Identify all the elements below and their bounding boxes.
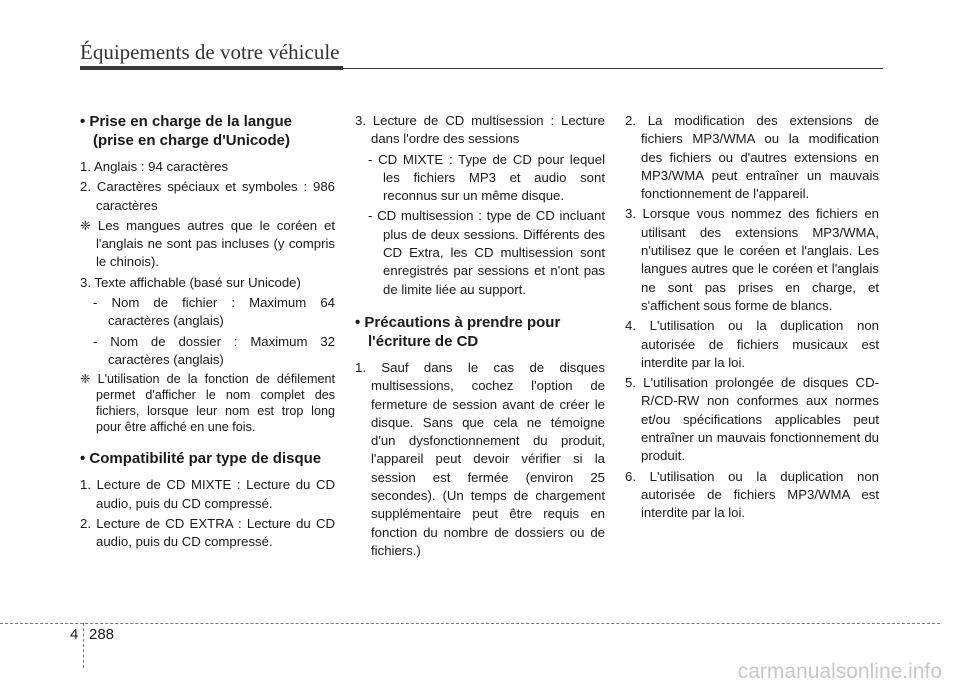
page-number: 288	[89, 626, 115, 643]
sub-item: - CD MIXTE : Type de CD pour lequel les fichiers MP3 et audio sont reconnus sur un même disque.	[368, 151, 605, 204]
list-item: 2. La modification des extensions de fichiers MP3/WMA ou la modification des fichiers ou d'autres extensions en MP3/WMA peut entraîner un mauvais fonctionnement de l'appareil.	[625, 113, 879, 202]
header-rule	[80, 66, 343, 70]
chapter-number: 4	[70, 626, 79, 643]
sub-item: - Nom de dossier : Maximum 32 caractères (anglais)	[93, 333, 335, 367]
list-item: 1. Sauf dans le cas de disques multisessions, cochez l'option de fermeture de session avant de créer le disque. Sans que cela ne témoigne d'un dysfonctionnement du produit, l'appareil peut devoir vérifier si la session est fermée (environ 25 secondes). (Un temps de chargement supplémentaire peut être requis en fonction du nombre de dossiers ou de fichiers.)	[355, 359, 605, 558]
list-item: 3. Lorsque vous nommez des fichiers en utilisant des extensions MP3/WMA, n'utilisez que le coréen et l'anglais. Les langues autres que le coréen et l'anglais ne sont pas prises en charge, et s'affichent sous forme de blancs.	[625, 206, 879, 313]
section-heading-cd-writing: • Précautions à prendre pour l'écriture de CD	[355, 313, 561, 350]
footer-rule	[0, 623, 940, 624]
list-item: 5. L'utilisation prolongée de disques CD-R/CD-RW non conformes aux normes et/ou spécifications applicables peut entraîner un mauvais fonctionnement du produit.	[625, 375, 879, 464]
sub-item: - Nom de fichier : Maximum 64 caractères (anglais)	[93, 295, 335, 329]
list-item: 1. Lecture de CD MIXTE : Lecture du CD audio, puis du CD compressé.	[80, 477, 335, 511]
list-item: 1. Anglais : 94 caractères	[80, 159, 229, 174]
column-middle	[355, 112, 605, 562]
column-right	[625, 112, 879, 525]
header-rule-thin	[343, 68, 883, 69]
footer-divider	[83, 623, 84, 668]
note-item: ❈ L'utilisation de la fonction de défilement permet d'afficher le nom complet des fichiers, lorsque leur nom est trop long pour être affiché en une fois.	[80, 372, 335, 435]
list-item: 3. Lecture de CD multisession : Lecture dans l'ordre des sessions	[355, 113, 605, 147]
list-item: 2. Lecture de CD EXTRA : Lecture du CD audio, puis du CD compressé.	[80, 515, 335, 550]
column-left	[80, 112, 335, 553]
watermark: carmanualsonline.info	[737, 660, 942, 683]
note-item: ❈ Les mangues autres que le coréen et l'anglais ne sont pas incluses (y compris le chinois).	[80, 217, 335, 270]
section-heading-language: • Prise en charge de la langue (prise en charge d'Unicode)	[80, 113, 292, 149]
sub-item: - CD multisession : type de CD incluant plus de deux sessions. Différents des CD Extra, les CD multisession sont enregistrés par sessions et n'ont pas de limite liée au support.	[368, 208, 605, 297]
list-item: 6. L'utilisation ou la duplication non autorisée de fichiers MP3/WMA est interdite par la loi.	[625, 468, 879, 521]
list-item: 4. L'utilisation ou la duplication non autorisée de fichiers musicaux est interdite par la loi.	[625, 318, 879, 370]
list-item: 3. Texte affichable (basé sur Unicode)	[80, 274, 301, 290]
section-heading-disc-compat: • Compatibilité par type de disque	[80, 450, 322, 468]
list-item: 2. Caractères spéciaux et symboles : 986 caractères	[80, 179, 335, 213]
page-title: Équipements de votre véhicule	[80, 40, 340, 64]
